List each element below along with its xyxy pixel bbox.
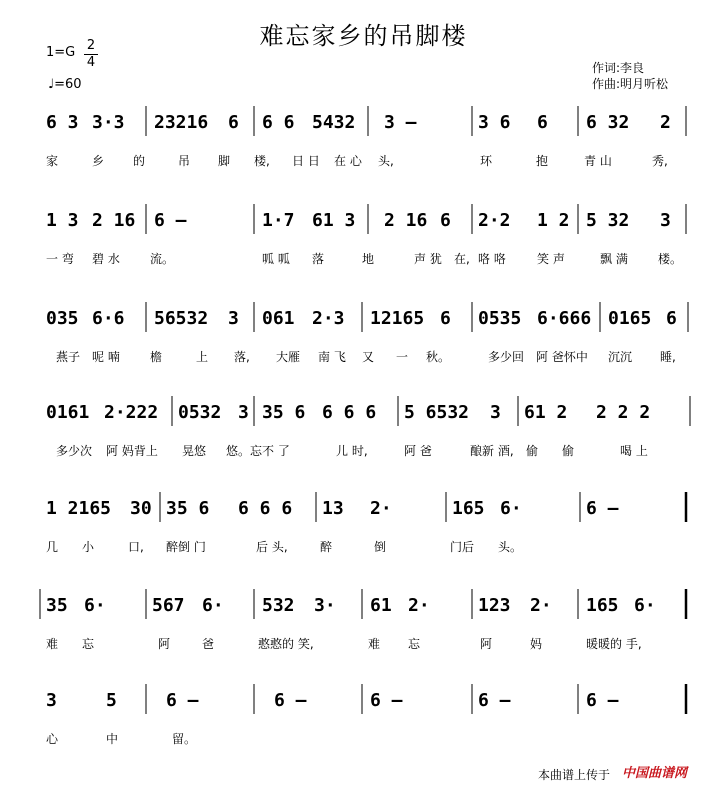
- lyric-word: 上: [196, 350, 209, 364]
- note-group: 6 –: [478, 690, 511, 711]
- note-group: 3·: [314, 595, 336, 616]
- score-system: [0, 112, 727, 212]
- note-group: 6 6 6: [238, 498, 293, 519]
- lyric-word: 忘: [408, 637, 421, 651]
- lyric-word: 环: [480, 154, 493, 168]
- note-group: 12165: [370, 308, 425, 329]
- lyric-word: 檐: [150, 350, 163, 364]
- note-group: 6: [228, 112, 239, 133]
- note-group: 61 2: [524, 402, 568, 423]
- lyric-word: 楼。: [658, 252, 683, 266]
- note-group: 6·: [202, 595, 224, 616]
- lyric-word: 乡: [92, 154, 105, 168]
- note-group: 035: [46, 308, 79, 329]
- lyric-word: 流。: [150, 252, 175, 266]
- lyric-word: 阿 爸怀中: [536, 350, 588, 364]
- lyric-word: 偷: [562, 444, 575, 458]
- lyric-word: 妈: [530, 637, 543, 651]
- note-group: 3: [228, 308, 239, 329]
- note-group: 0532: [178, 402, 222, 423]
- time-signature-top: 2: [86, 38, 96, 53]
- lyric-word: 暖暖的 手,: [586, 637, 642, 651]
- lyric-word: 酿新 酒,: [470, 444, 514, 458]
- lyric-word: 落: [312, 252, 325, 266]
- lyric-word: 又: [362, 350, 375, 364]
- lyric-word: 忘: [82, 637, 95, 651]
- lyric-word: 咯 咯: [478, 252, 506, 266]
- note-group: 61 3: [312, 210, 356, 231]
- note-group: 6·: [84, 595, 106, 616]
- note-group: 61: [370, 595, 392, 616]
- note-group: 3 6: [478, 112, 511, 133]
- lyric-word: 呱 呱: [262, 252, 290, 266]
- note-group: 2·: [530, 595, 552, 616]
- tempo-marking: ♩=60: [48, 77, 82, 92]
- lyric-word: 喝 上: [620, 444, 648, 458]
- note-group: 6 –: [370, 690, 403, 711]
- note-group: 6·6: [92, 308, 125, 329]
- song-title: 难忘家乡的吊脚楼: [259, 22, 468, 50]
- lyric-word: 南 飞: [318, 350, 346, 364]
- lyric-word: 阿: [480, 637, 493, 651]
- lyric-word: 秋。: [426, 350, 451, 364]
- note-group: 0161: [46, 402, 90, 423]
- note-group: 165: [586, 595, 619, 616]
- note-group: 6·666: [537, 308, 592, 329]
- note-group: 6·: [500, 498, 522, 519]
- lyrics-row: [0, 152, 727, 172]
- lyrics-row: [0, 348, 727, 368]
- note-group: 6 –: [586, 690, 619, 711]
- lyric-word: 留。: [172, 732, 197, 746]
- score-system: [0, 498, 727, 598]
- note-group: 6·: [634, 595, 656, 616]
- lyric-word: 阿: [158, 637, 171, 651]
- lyric-word: 脚: [218, 154, 231, 168]
- note-group: 6 –: [166, 690, 199, 711]
- site-logo: 中国曲谱网: [622, 766, 688, 781]
- lyric-word: 声 犹: [414, 252, 442, 266]
- note-group: 6 32: [586, 112, 630, 133]
- lyric-word: 多少回: [488, 350, 525, 364]
- note-group: 2·2: [478, 210, 511, 231]
- lyric-word: 口,: [128, 540, 144, 554]
- lyrics-row: [0, 635, 727, 655]
- note-group: 35 6: [262, 402, 306, 423]
- note-group: 1·7: [262, 210, 295, 231]
- lyric-word: 门后: [450, 540, 475, 554]
- note-group: 6: [440, 308, 451, 329]
- note-group: 3: [238, 402, 249, 423]
- note-group: 567: [152, 595, 185, 616]
- lyric-word: 阿 爸: [404, 444, 432, 458]
- note-group: 56532: [154, 308, 209, 329]
- lyric-word: 飘 满: [600, 252, 628, 266]
- note-group: 3 –: [384, 112, 417, 133]
- lyric-word: 吊: [178, 154, 191, 168]
- note-group: 6 –: [586, 498, 619, 519]
- lyrics-row: [0, 442, 727, 462]
- lyric-word: 醉倒 门: [166, 540, 206, 554]
- note-group: 5 6532: [404, 402, 470, 423]
- credits: [592, 60, 668, 92]
- lyric-word: 青 山: [584, 154, 612, 168]
- lyric-word: 阿 妈背上: [106, 444, 158, 458]
- note-group: 6 –: [154, 210, 187, 231]
- upload-note: 本曲谱上传于: [538, 768, 611, 782]
- score-system: [0, 308, 727, 408]
- lyric-word: 一 弯: [46, 252, 74, 266]
- lyrics-row: [0, 538, 727, 558]
- lyric-word: 一: [396, 350, 409, 364]
- lyric-word: 的: [133, 154, 146, 168]
- lyric-word: 多少次: [56, 444, 93, 458]
- note-group: 3: [660, 210, 671, 231]
- lyric-word: 大雁: [276, 350, 301, 364]
- note-group: 3: [46, 690, 57, 711]
- note-group: 3·3: [92, 112, 125, 133]
- score-system: [0, 402, 727, 502]
- lyric-word: 在,: [454, 252, 470, 266]
- note-group: 165: [452, 498, 485, 519]
- note-group: 1 2165: [46, 498, 112, 519]
- lyric-word: 碧 水: [92, 252, 120, 266]
- note-group: 2·: [370, 498, 392, 519]
- note-group: 0165: [608, 308, 652, 329]
- lyric-word: 倒: [374, 540, 387, 554]
- note-group: 6 3: [46, 112, 79, 133]
- note-group: 35 6: [166, 498, 210, 519]
- note-group: 23216: [154, 112, 209, 133]
- lyric-word: 日 日: [292, 154, 320, 168]
- note-group: 2 16: [92, 210, 136, 231]
- lyric-word: 燕子: [56, 350, 81, 364]
- note-group: 2·3: [312, 308, 345, 329]
- lyricist: 作词:李良: [592, 61, 645, 75]
- note-group: 2: [660, 112, 671, 133]
- lyrics-row: [0, 730, 727, 750]
- lyric-word: 呢 喃: [92, 350, 120, 364]
- note-group: 35: [46, 595, 68, 616]
- lyric-word: 在 心: [334, 154, 362, 168]
- lyric-word: 后 头,: [256, 540, 288, 554]
- lyric-word: 儿 时,: [336, 444, 368, 458]
- time-signature-bottom: 4: [84, 54, 98, 71]
- lyric-word: 晃悠: [182, 444, 207, 458]
- score-system: [0, 595, 727, 695]
- note-group: 0535: [478, 308, 522, 329]
- lyric-word: 爸: [202, 637, 215, 651]
- composer: 作曲:明月听松: [592, 77, 669, 91]
- note-group: 1 2: [537, 210, 570, 231]
- score-system: [0, 210, 727, 310]
- note-group: 6: [537, 112, 548, 133]
- note-group: 532: [262, 595, 295, 616]
- note-group: 2 16: [384, 210, 428, 231]
- lyric-word: 楼,: [254, 154, 270, 168]
- note-group: 6 –: [274, 690, 307, 711]
- lyric-word: 中: [106, 732, 119, 746]
- note-group: 6 6: [262, 112, 295, 133]
- note-group: 5 32: [586, 210, 630, 231]
- note-group: 13: [322, 498, 344, 519]
- lyric-word: 沉沉: [608, 350, 633, 364]
- lyric-word: 憨憨的 笑,: [258, 637, 314, 651]
- lyric-word: 家: [46, 154, 59, 168]
- lyric-word: 头,: [378, 154, 394, 168]
- lyric-word: 抱: [536, 154, 549, 168]
- lyric-word: 悠。忘不 了: [226, 444, 290, 458]
- lyric-word: 小: [82, 540, 95, 554]
- note-group: 2·: [408, 595, 430, 616]
- lyric-word: 偷: [526, 444, 539, 458]
- note-group: 6 6 6: [322, 402, 377, 423]
- lyric-word: 地: [362, 252, 375, 266]
- lyrics-row: [0, 250, 727, 270]
- note-group: 2·222: [104, 402, 159, 423]
- note-group: 061: [262, 308, 295, 329]
- lyric-word: 头。: [498, 540, 523, 554]
- score-system: [0, 690, 727, 790]
- lyric-word: 心: [46, 732, 59, 746]
- note-group: 5432: [312, 112, 356, 133]
- note-group: 30: [130, 498, 152, 519]
- lyric-word: 秀,: [652, 154, 668, 168]
- time-signature: [84, 38, 98, 71]
- lyric-word: 落,: [234, 350, 250, 364]
- note-group: 2 2 2: [596, 402, 651, 423]
- note-group: 6: [666, 308, 677, 329]
- note-group: 6: [440, 210, 451, 231]
- note-group: 5: [106, 690, 117, 711]
- lyric-word: 笑 声: [537, 252, 565, 266]
- lyric-word: 几: [46, 540, 59, 554]
- lyric-word: 睡,: [660, 350, 676, 364]
- note-group: 123: [478, 595, 511, 616]
- key-signature: 1=G: [46, 45, 76, 60]
- lyric-word: 醉: [320, 540, 333, 554]
- note-group: 1 3: [46, 210, 79, 231]
- lyric-word: 难: [368, 637, 381, 651]
- lyric-word: 难: [46, 637, 59, 651]
- note-group: 3: [490, 402, 501, 423]
